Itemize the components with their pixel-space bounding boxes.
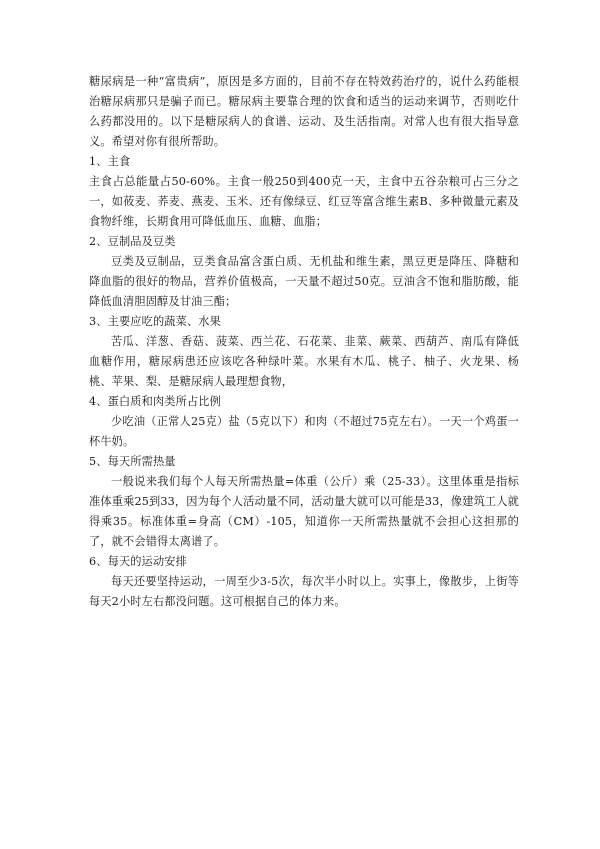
section-heading-soy: 2、豆制品及豆类	[89, 235, 176, 248]
section-heading-vegetables-fruits: 3、主要应吃的蔬菜、水果	[89, 315, 221, 328]
section-body-exercise: 每天还要坚持运动，一周至少3-5次，每次半小时以上。实事上，像散步，上街等每天2小时左右都没问题。这可根据自己的体力来。	[89, 575, 519, 608]
section-heading-daily-calories: 5、每天所需热量	[89, 455, 176, 468]
section-heading-protein-meat: 4、蛋白质和肉类所占比例	[89, 395, 221, 408]
intro-paragraph: 糖尿病是一种“富贵病”，原因是多方面的，目前不存在特效药治疗的，说什么药能根治糖尿病那只是骗子而已。糖尿病主要靠合理的饮食和适当的运动来调节，否则吃什么药都没用的。以下是糖尿病人的食谱、运动、及生活指南。对常人也有很大指导意义。希望对你有很所帮助。	[89, 75, 519, 148]
section-heading-staple-food: 1、主食	[89, 155, 131, 168]
document-body	[89, 72, 519, 612]
section-body-protein-meat: 少吃油（正常人25克）盐（5克以下）和肉（不超过75克左右）。一天一个鸡蛋一杯牛奶。	[89, 415, 519, 448]
section-heading-exercise: 6、每天的运动安排	[89, 555, 187, 568]
section-body-daily-calories: 一般说来我们每个人每天所需热量=体重（公斤）乘（25-33）。这里体重是指标准体重乘25到33，因为每个人活动量不同，活动量大就可以可能是33，像建筑工人就得乘35。标准体重=身高（CM）-105，知道你一天所需热量就不会担心这担那的了，就不会错得太离谱了。	[89, 475, 519, 548]
section-body-staple-food: 主食占总能量占50-60%。主食一般250到400克一天，主食中五谷杂粮可占三分之一，如莜麦、荞麦、燕麦、玉米、还有像绿豆、红豆等富含维生素B、多种微量元素及食物纤维，长期食用可降低血压、血糖、血脂；	[89, 175, 519, 228]
section-body-soy: 豆类及豆制品，豆类食品富含蛋白质、无机盐和维生素，黑豆更是降压、降糖和降血脂的很好的物品，营养价值极高，一天量不超过50克。豆油含不饱和脂肪酸，能降低血清胆固醇及甘油三酯；	[89, 255, 519, 308]
section-body-vegetables-fruits: 苦瓜、洋葱、香菇、菠菜、西兰花、石花菜、韭菜、蕨菜、西葫芦、南瓜有降低血糖作用，糖尿病患还应该吃各种绿叶菜。水果有木瓜、桃子、柚子、火龙果、杨桃、苹果、梨、是糖尿病人最理想食物，	[89, 335, 519, 388]
